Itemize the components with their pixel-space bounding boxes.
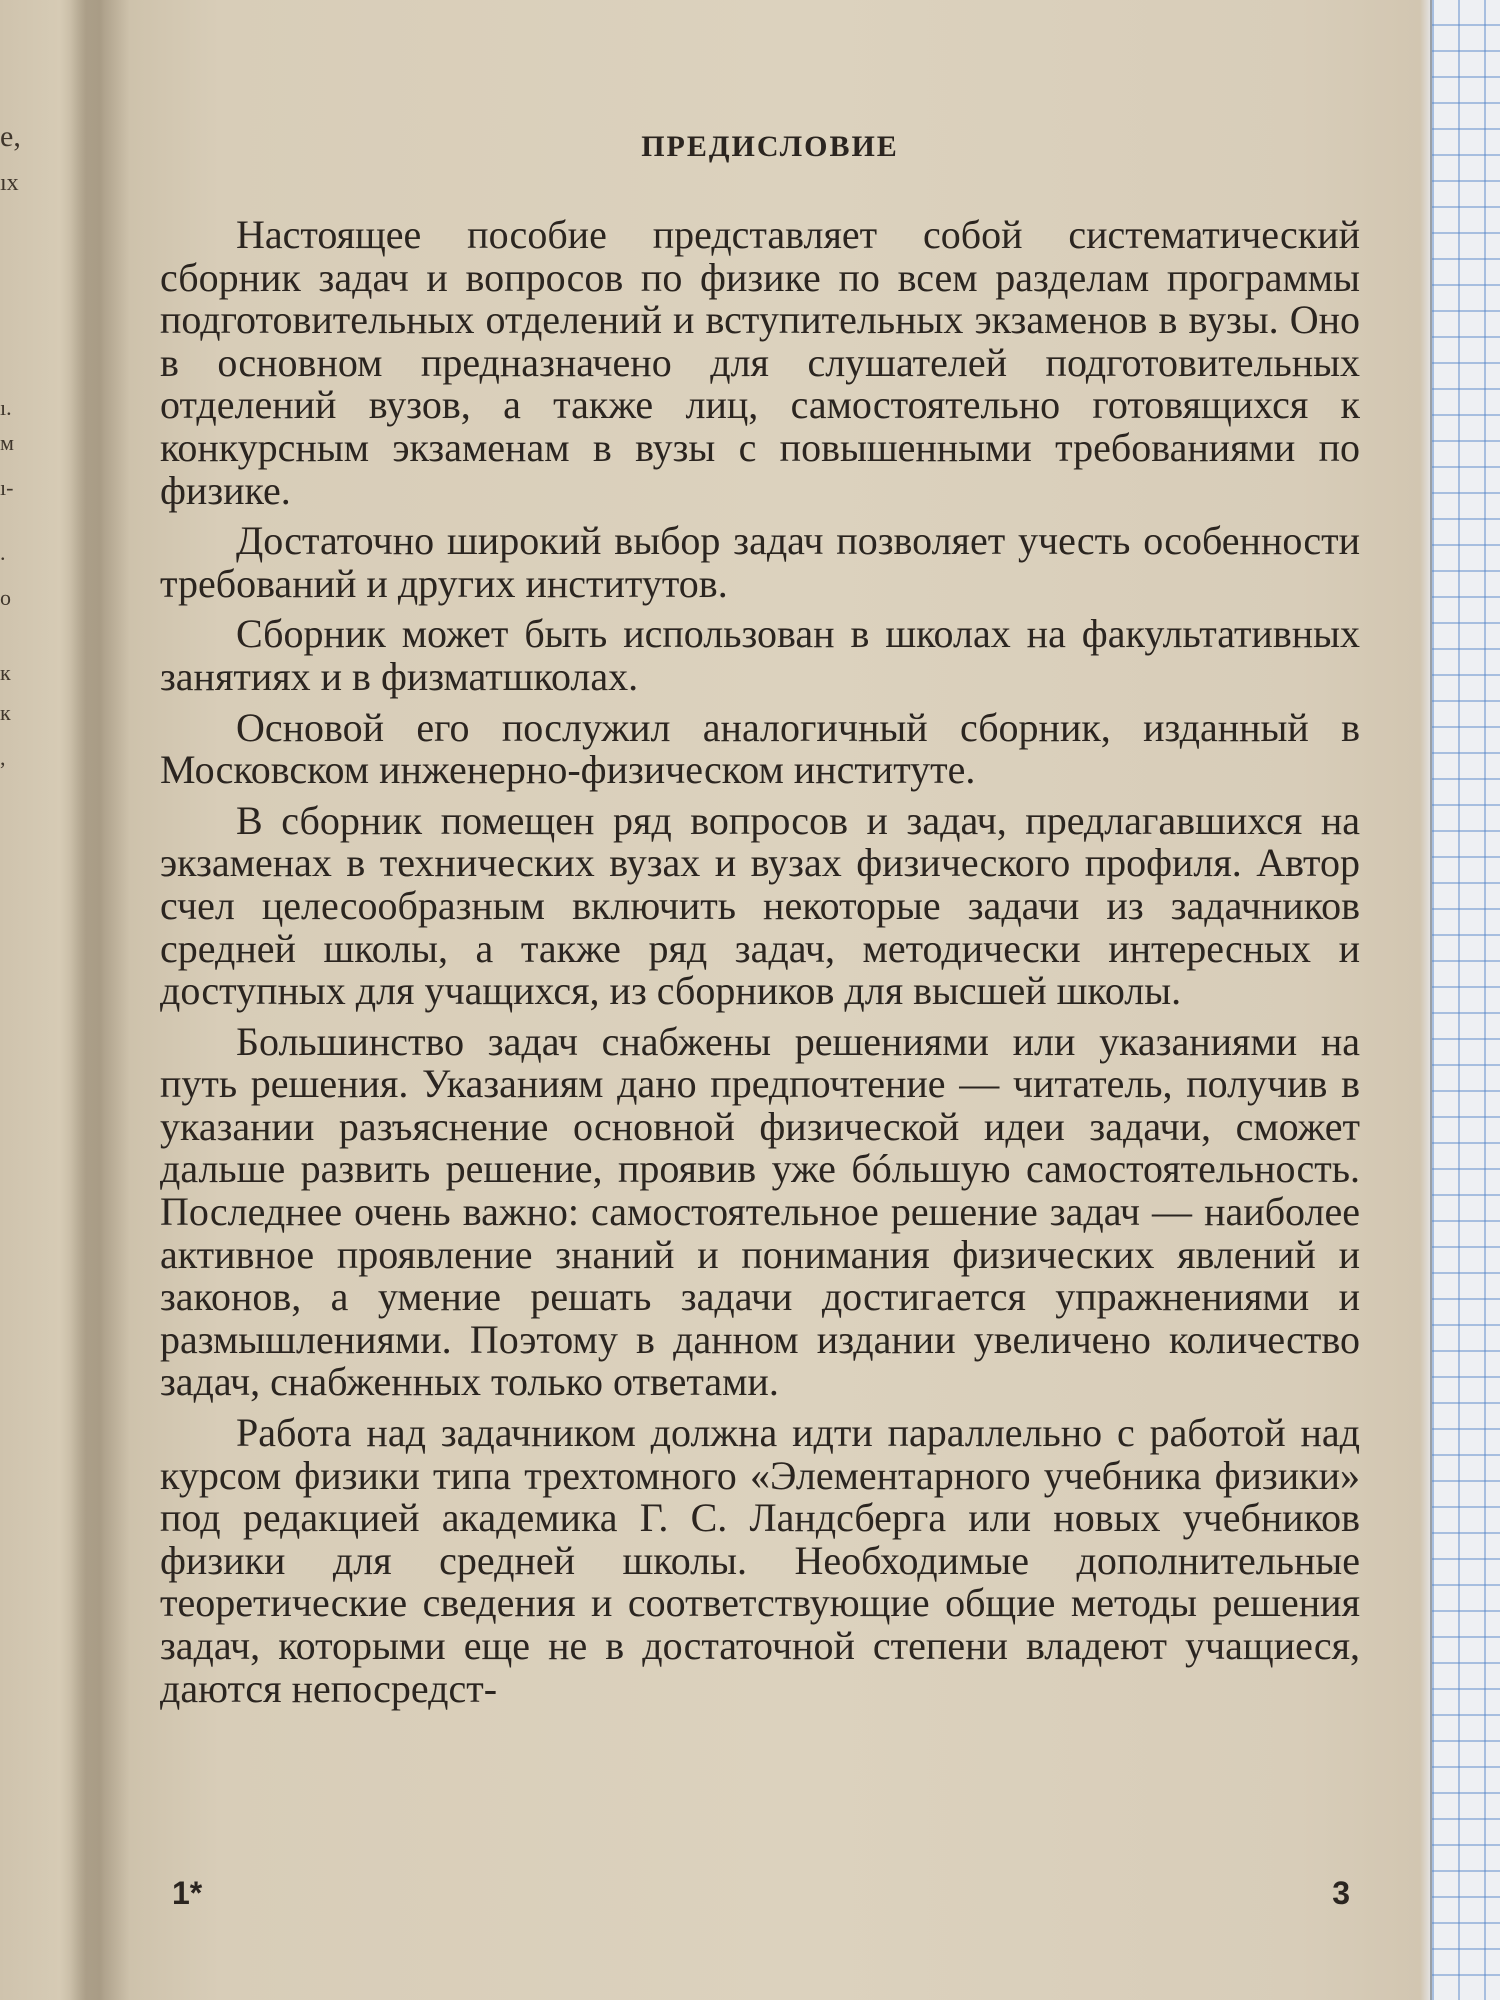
paragraph: Достаточно широкий выбор задач позволяет учесть особенности требований и других институтов. <box>160 518 1360 606</box>
book-gutter-shadow <box>70 0 130 2000</box>
paragraph: Работа над задачником должна идти параллельно с работой над курсом физики типа трехтомного «Элементарного учебника физики» под редакцией академика Г. С. Ландсберга или новых учебников физики для средней школы. Необходимые дополнительные теоретические сведения и соответствующие общие методы решения задач, которыми еще не в достаточной степени владеют учащиеся, даются непосредст- <box>160 1410 1360 1711</box>
margin-fragment: о <box>0 585 11 610</box>
grid-paper-sheet <box>1430 0 1500 2000</box>
signature-mark: 1* <box>172 1875 203 1911</box>
margin-fragment: к <box>0 660 11 685</box>
margin-fragment: е, <box>0 120 21 153</box>
margin-fragment: , <box>0 745 6 770</box>
page-number: 3 <box>1332 1875 1350 1911</box>
margin-fragment: ıх <box>0 170 19 196</box>
paragraph: Большинство задач снабжены решениями или указаниями на путь решения. Указаниям дано предпочтение — читатель, получив в указании разъяснение основной физической идеи задачи, сможет дальше развить решение, проявив уже бóльшую самостоятельность. Последнее очень важно: самостоятельное решение задач — наиболее активное проявление знаний и понимания физических явлений и законов, а умение решать задачи достигается упражнениями и размышлениями. Поэтому в данном издании увеличено количество задач, снабженных только ответами. <box>160 1018 1360 1405</box>
margin-fragment: ı. <box>0 395 12 420</box>
margin-fragment: . <box>0 540 6 565</box>
paragraph: В сборник помещен ряд вопросов и задач, предлагавшихся на экзаменах в технических вузах и вузах физического профиля. Автор счел целесообразным включить некоторые задачи из задачников средней школы, а также ряд задач, методически интересных и доступных для учащихся, из сборников для высшей школы. <box>160 797 1360 1014</box>
paragraph: Сборник может быть использован в школах на факультативных занятиях и в физматшколах. <box>160 611 1360 699</box>
margin-fragment: ı- <box>0 475 14 500</box>
paragraph: Основой его послужил аналогичный сборник, изданный в Московском инженерно-физическом институте. <box>160 704 1360 793</box>
margin-fragment: м <box>0 430 14 455</box>
page-title: ПРЕДИСЛОВИЕ <box>641 130 899 163</box>
book-page <box>160 130 1360 1718</box>
paragraph: Настоящее пособие представляет собой систематический сборник задач и вопросов по физике по всем разделам программы подготовительных отделений и вступительных экзаменов в вузы. Оно в основном предназначено для слушателей подготовительных отделений вузов, а также лиц, самостоятельно готовящихся к конкурсным экзаменам в вузы с повышенными требованиями по физике. <box>160 212 1360 513</box>
margin-fragment: к <box>0 700 11 725</box>
adjacent-page-edge <box>0 0 30 2000</box>
